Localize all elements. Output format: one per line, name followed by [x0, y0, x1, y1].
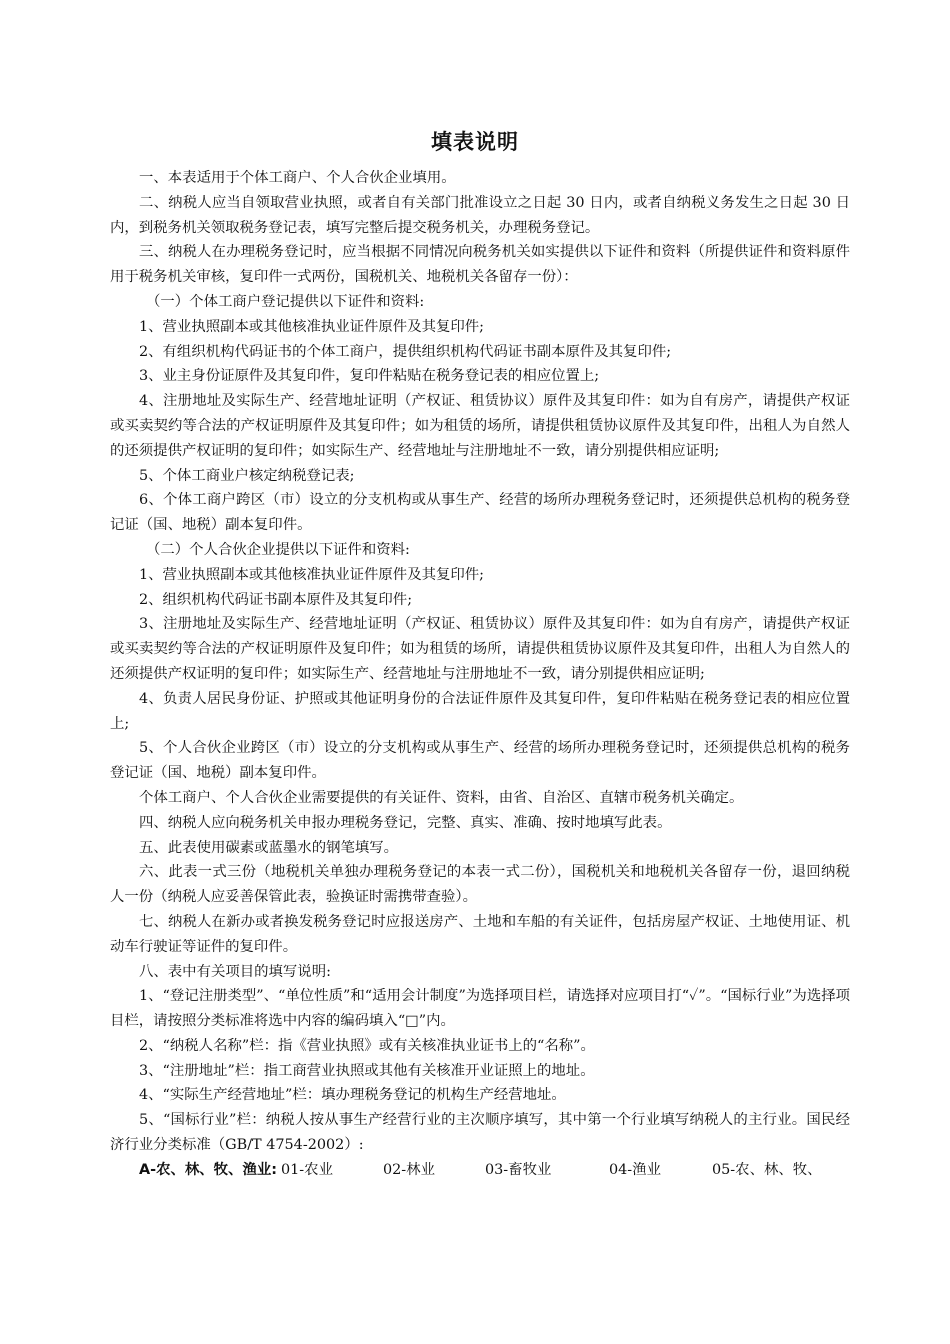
instruction-paragraph: 4、“实际生产经营地址”栏：填办理税务登记的机构生产经营地址。	[139, 1087, 566, 1104]
instruction-paragraph: 二、纳税人应当自领取营业执照，或者自有关部门批准设立之日起 30 日内，或者自纳税义务发生之日起 30 日内，到税务机关领取税务登记表，填写完整后提交税务机关，办理税务登记。	[110, 194, 850, 236]
instruction-paragraph: 八、表中有关项目的填写说明:	[139, 963, 331, 980]
paragraph-list	[110, 166, 850, 1158]
section-subheading: （二）个人合伙企业提供以下证件和资料:	[146, 541, 410, 558]
instruction-paragraph: 5、个人合伙企业跨区（市）设立的分支机构或从事生产、经营的场所办理税务登记时，还须提供总机构的税务登记证（国、地税）副本复印件。	[110, 740, 850, 782]
instruction-paragraph: 1、营业执照副本或其他核准执业证件原件及其复印件;	[139, 318, 484, 335]
instruction-paragraph: 1、“登记注册类型”、“单位性质”和“适用会计制度”为选择项目栏，请选择对应项目打“✓”。“国标行业”为选择项目栏，请按照分类标准将选中内容的编码填入“□”内。	[110, 988, 850, 1030]
instruction-paragraph: 4、负责人居民身份证、护照或其他证明身份的合法证件原件及其复印件，复印件粘贴在税务登记表的相应位置上;	[110, 690, 850, 732]
instruction-paragraph: 3、业主身份证原件及其复印件，复印件粘贴在税务登记表的相应位置上;	[139, 368, 600, 385]
instruction-paragraph: 3、“注册地址”栏：指工商营业执照或其他有关核准开业证照上的地址。	[139, 1062, 595, 1079]
section-subheading: （一）个体工商户登记提供以下证件和资料:	[146, 293, 425, 310]
instruction-paragraph: 4、注册地址及实际生产、经营地址证明（产权证、租赁协议）原件及其复印件：如为自有房产，请提供产权证或买卖契约等合法的产权证明原件及其复印件；如为租赁的场所，请提供租赁协议原件及其复印件，出租人为自然人的还须提供产权证明的复印件；如实际生产、经营地址与注册地址不一致，请分别提供相应证明;	[110, 393, 850, 459]
instruction-paragraph: 五、此表使用碳素或蓝墨水的钢笔填写。	[139, 839, 399, 856]
instruction-paragraph: 3、注册地址及实际生产、经营地址证明（产权证、租赁协议）原件及其复印件：如为自有房产，请提供产权证或买卖契约等合法的产权证明原件及复印件；如为租赁的场所，请提供租赁协议原件及其复印件，出租人为自然人的还须提供产权证明的复印件；如实际生产、经营地址与注册地址不一致，请分别提供相应证明;	[110, 616, 850, 682]
industry-item: 02-林业	[383, 1161, 435, 1178]
instruction-paragraph: 1、营业执照副本或其他核准执业证件原件及其复印件;	[139, 566, 484, 583]
document-body	[110, 166, 850, 1183]
instruction-paragraph: 个体工商户、个人合伙企业需要提供的有关证件、资料，由省、自治区、直辖市税务机关确定。	[139, 789, 744, 806]
page-title: 填表说明	[431, 130, 519, 154]
industry-item: 03-畜牧业	[485, 1161, 552, 1178]
instruction-paragraph: 5、个体工商业户核定纳税登记表;	[139, 467, 355, 484]
instruction-paragraph: 七、纳税人在新办或者换发税务登记时应报送房产、土地和车船的有关证件，包括房屋产权证、土地使用证、机动车行驶证等证件的复印件。	[110, 913, 850, 955]
industry-category-label: A-农、林、牧、渔业:	[139, 1161, 277, 1178]
instruction-paragraph: 2、“纳税人名称”栏：指《营业执照》或有关核准执业证书上的“名称”。	[139, 1037, 595, 1054]
instruction-paragraph: 2、组织机构代码证书副本原件及其复印件;	[139, 591, 413, 608]
instruction-paragraph: 四、纳税人应向税务机关申报办理税务登记，完整、真实、准确、按时地填写此表。	[139, 814, 672, 831]
industry-item: 05-农、林、牧、	[712, 1161, 822, 1178]
industry-item: 01-农业	[281, 1161, 333, 1178]
instruction-paragraph: 6、个体工商户跨区（市）设立的分支机构或从事生产、经营的场所办理税务登记时，还须提供总机构的税务登记证（国、地税）副本复印件。	[110, 492, 850, 534]
instruction-paragraph: 六、此表一式三份（地税机关单独办理税务登记的本表一式二份），国税机关和地税机关各留存一份，退回纳税人一份（纳税人应妥善保管此表，验换证时需携带查验）。	[110, 864, 850, 906]
instruction-paragraph: 一、本表适用于个体工商户、个人合伙企业填用。	[139, 170, 456, 186]
industry-classification-row	[110, 1158, 850, 1183]
instruction-paragraph: 5、“国标行业”栏：纳税人按从事生产经营行业的主次顺序填写，其中第一个行业填写纳税人的主行业。国民经济行业分类标准（GB/T 4754-2002）:	[110, 1112, 850, 1154]
instruction-paragraph: 三、纳税人在办理税务登记时，应当根据不同情况向税务机关如实提供以下证件和资料（所提供证件和资料原件用于税务机关审核，复印件一式两份，国税机关、地税机关各留存一份）：	[110, 244, 850, 286]
instruction-paragraph: 2、有组织机构代码证书的个体工商户，提供组织机构代码证书副本原件及其复印件;	[139, 343, 672, 360]
industry-item: 04-渔业	[609, 1161, 661, 1178]
